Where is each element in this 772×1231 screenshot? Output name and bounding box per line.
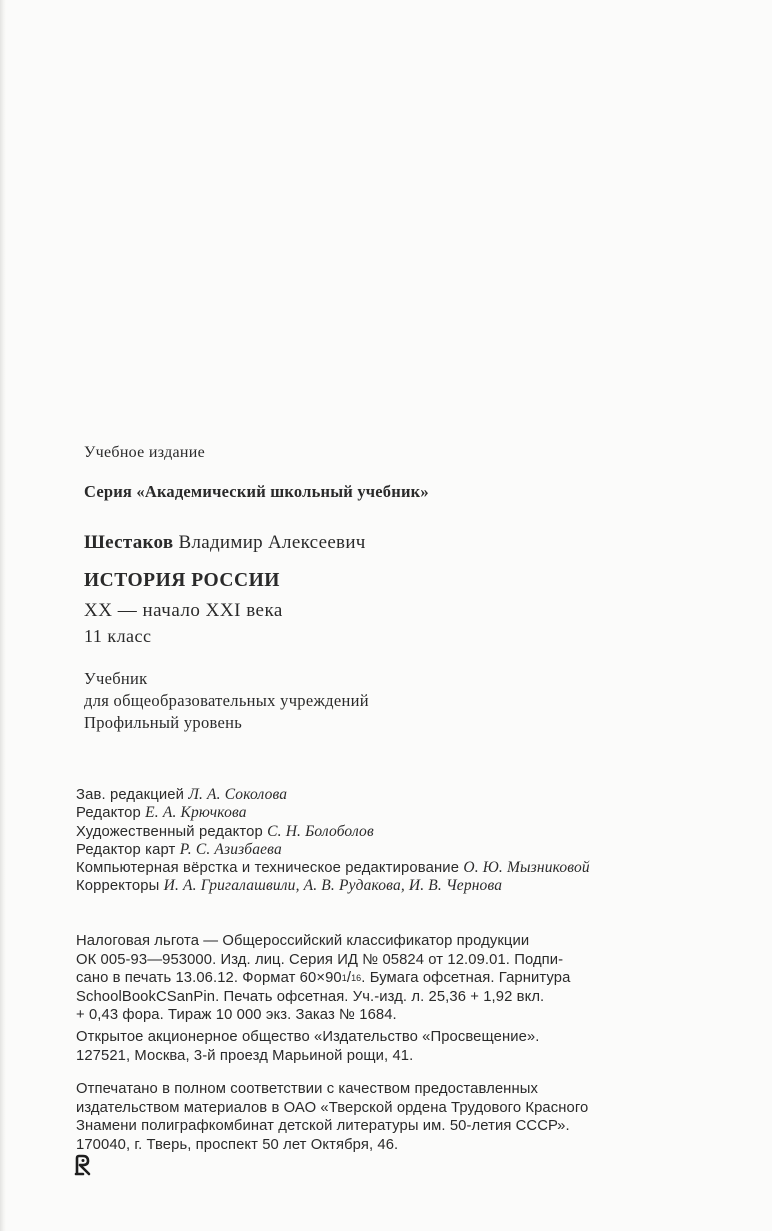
- tax-line: + 0,43 фора. Тираж 10 000 экз. Заказ № 1684.: [76, 1007, 397, 1024]
- credit-row: [76, 823, 766, 841]
- credit-role: Компьютерная вёрстка и техническое редактирование: [76, 860, 464, 877]
- credit-name: О. Ю. Мызниковой: [463, 859, 590, 877]
- tax-format-text: сано в печать 13.06.12. Формат 60×90: [76, 970, 342, 987]
- author: [84, 532, 764, 554]
- publisher-info: [76, 1028, 744, 1065]
- credit-name: С. Н. Болоболов: [267, 822, 374, 840]
- format-superscript: 1: [341, 973, 347, 984]
- tax-info: [76, 932, 744, 1025]
- credit-name: Е. А. Крючкова: [145, 804, 247, 822]
- credit-role: Зав. редакцией: [76, 787, 189, 803]
- description-line: для общеобразовательных учреждений: [84, 691, 369, 710]
- page-left-edge: [0, 0, 6, 1231]
- printing-line: 170040, г. Тверь, проспект 50 лет Октября, 46.: [76, 1136, 399, 1153]
- book-title: ИСТОРИЯ РОССИИ: [84, 570, 280, 591]
- tax-line-format: [76, 969, 744, 988]
- credit-role: Редактор карт: [76, 841, 180, 858]
- format-slash: /: [346, 970, 352, 987]
- credit-row: [76, 804, 766, 822]
- credit-row: [76, 786, 766, 804]
- format-subscript: 16: [351, 973, 362, 984]
- credit-role: Художественный редактор: [76, 823, 268, 840]
- description-line: Учебник: [84, 669, 148, 688]
- tax-format-rest: . Бумага офсетная. Гарнитура: [361, 970, 571, 987]
- credit-row: [76, 877, 766, 895]
- book-grade: 11 класс: [84, 626, 152, 646]
- author-surname: Шестаков: [84, 532, 174, 553]
- credit-name: И. А. Григалашвили, А. В. Рудакова, И. В. Чернова: [163, 877, 503, 895]
- printer-logo-icon: [74, 1154, 94, 1176]
- printing-line: Отпечатано в полном соответствии с качеством предоставленных: [76, 1081, 538, 1097]
- publisher-line: 127521, Москва, 3-й проезд Марьиной рощи, 41.: [76, 1047, 414, 1064]
- credit-row: [76, 841, 766, 859]
- author-given-name: Владимир Алексеевич: [173, 532, 366, 553]
- printing-line: издательством материалов в ОАО «Тверской ордена Трудового Красного: [76, 1099, 589, 1116]
- publisher-line: Открытое акционерное общество «Издательство «Просвещение».: [76, 1029, 540, 1045]
- edition-type: Учебное издание: [84, 444, 206, 461]
- printing-line: Знамени полиграфкомбинат детской литературы им. 50-летия СССР».: [76, 1118, 570, 1135]
- description-line: Профильный уровень: [84, 713, 243, 732]
- credit-name: Р. С. Азизбаева: [179, 840, 282, 858]
- tax-line: ОК 005-93—953000. Изд. лиц. Серия ИД № 05824 от 12.09.01. Подпи-: [76, 951, 564, 968]
- book-description: [84, 668, 764, 734]
- printing-info: [76, 1080, 744, 1154]
- credit-role: Редактор: [76, 805, 146, 822]
- credits-list: [76, 786, 766, 896]
- credit-row: [76, 859, 766, 877]
- credit-name: Л. А. Соколова: [188, 786, 288, 803]
- series-title: Серия «Академический школьный учебник»: [84, 482, 429, 501]
- book-subtitle: XX — начало XXI века: [84, 600, 283, 621]
- tax-line: Налоговая льгота — Общероссийский классификатор продукции: [76, 933, 530, 949]
- credit-role: Корректоры: [76, 878, 164, 895]
- tax-line: SchoolBookCSanPin. Печать офсетная. Уч.-изд. л. 25,36 + 1,92 вкл.: [76, 988, 545, 1005]
